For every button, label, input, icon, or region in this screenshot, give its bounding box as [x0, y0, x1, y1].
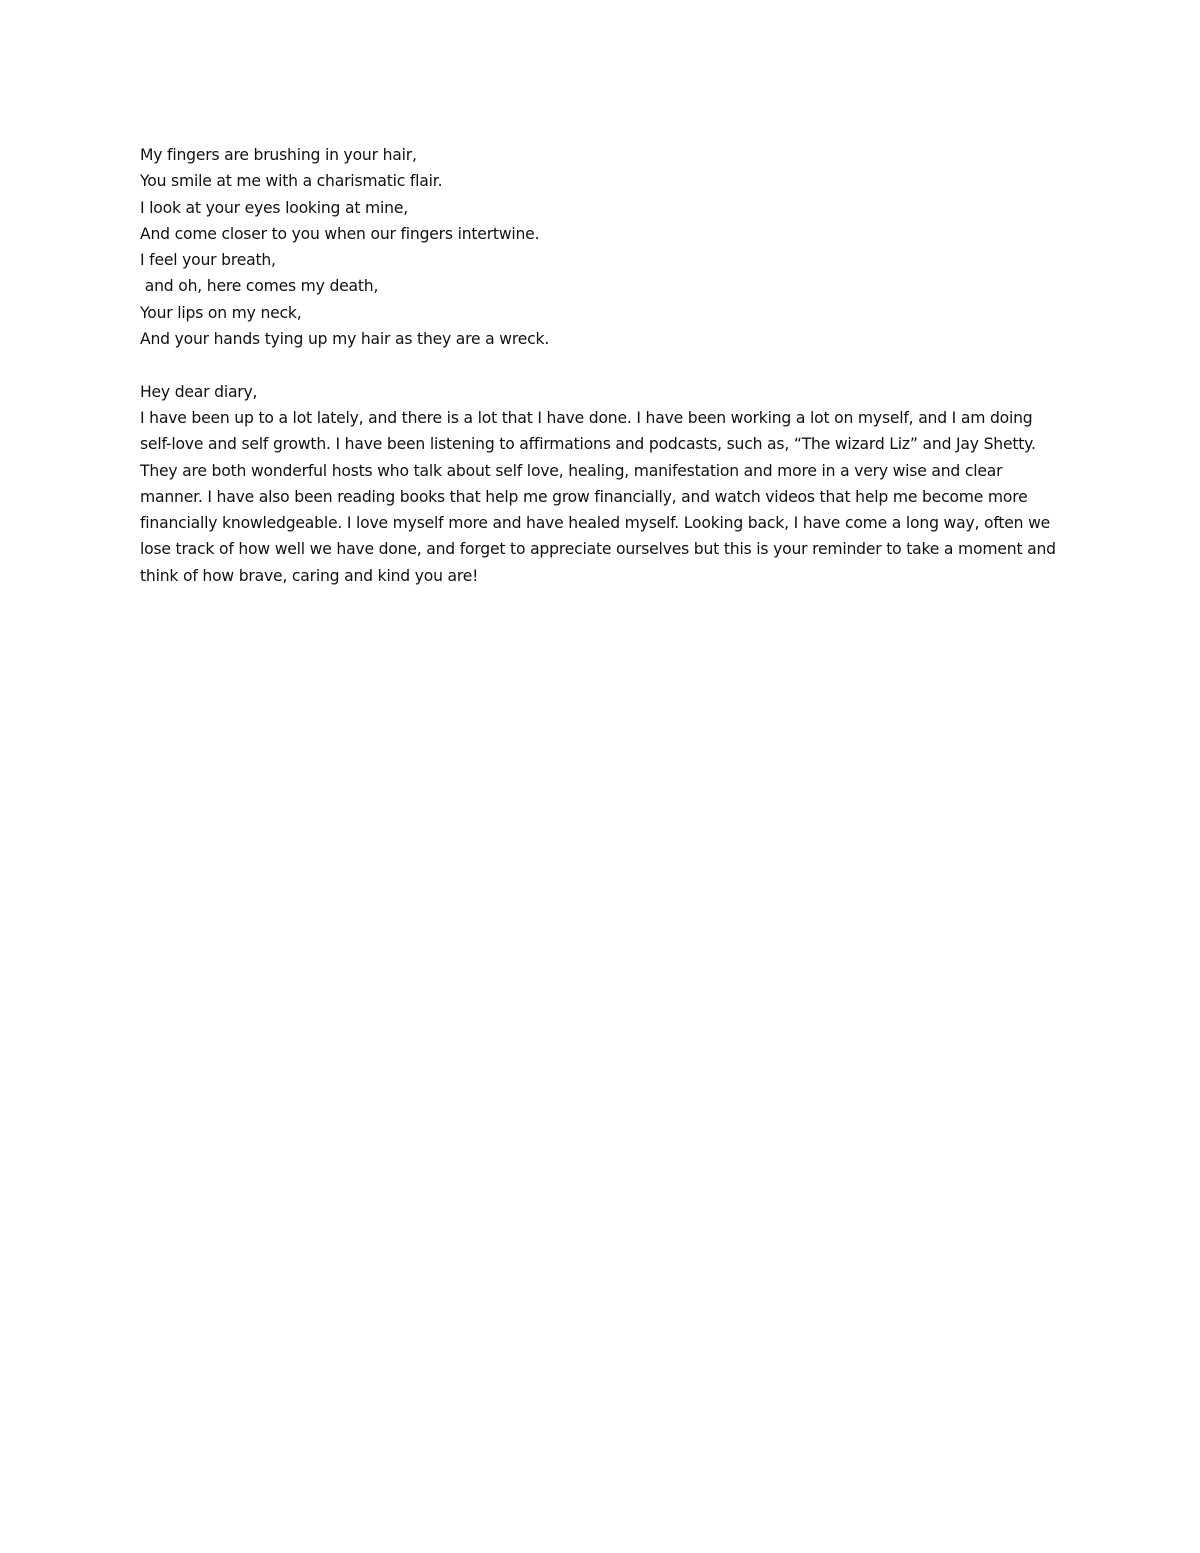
poem-line: And your hands tying up my hair as they are a wreck. — [140, 330, 550, 349]
poem-line: My fingers are brushing in your hair, — [140, 146, 417, 164]
poem-line: You smile at me with a charismatic flair. — [140, 172, 443, 191]
poem — [140, 142, 1070, 352]
paragraph-spacer — [140, 352, 1070, 378]
diary-greeting: Hey dear diary, — [140, 382, 258, 401]
diary-entry — [140, 379, 1070, 589]
diary-body: I have been up to a lot lately, and there is a lot that I have done. I have been working a lot on myself, and I am doing self-love and self growth. I have been listening to affirmations and podcasts, such as, “The wizard Liz” and Jay Shetty. They are both wonderful hosts who talk about self love, healing, manifestation and more in a very wise and clear manner. I have also been reading books that help me grow financially, and watch videos that help me become more financially knowledgeable. I love myself more and have healed myself. Looking back, I have come a long way, often we lose track of how well we have done, and forget to appreciate ourselves but this is your reminder to take a moment and think of how brave, caring and kind you are! — [140, 408, 1056, 585]
poem-line: I look at your eyes looking at mine, — [140, 198, 408, 217]
poem-line: And come closer to you when our fingers intertwine. — [140, 224, 540, 243]
poem-line: and oh, here comes my death, — [140, 277, 379, 296]
document-content — [140, 142, 1070, 589]
poem-line: I feel your breath, — [140, 251, 276, 270]
poem-line: Your lips on my neck, — [140, 303, 302, 322]
